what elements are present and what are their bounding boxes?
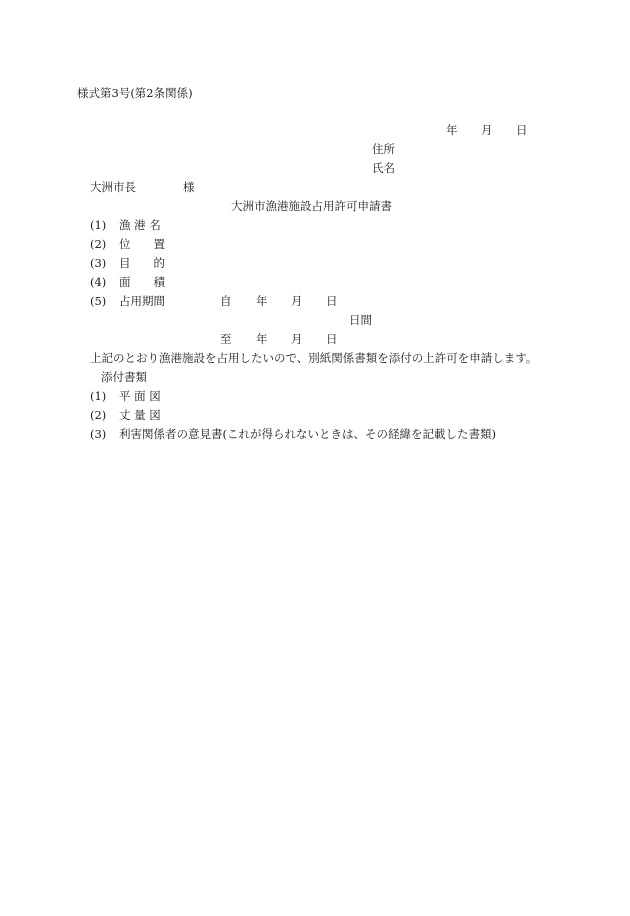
- attachment-plan-drawing: 平 面 図: [119, 389, 161, 403]
- item-number: (1): [90, 218, 107, 232]
- item-number: (2): [90, 237, 107, 251]
- item-number: (4): [90, 275, 107, 289]
- period-from-label: 自: [220, 294, 232, 308]
- addressee-mayor: 大洲市長: [90, 180, 136, 194]
- item-label-location: 位 置: [119, 237, 165, 251]
- name-label: 氏名: [372, 161, 395, 175]
- attachment-survey-drawing: 丈 量 図: [119, 408, 161, 422]
- attachment-number: (2): [90, 408, 107, 422]
- attachment-number: (3): [90, 427, 107, 441]
- attachment-stakeholder-opinion: 利害関係者の意見書(これが得られないときは、その経緯を記載した書類): [119, 427, 496, 441]
- document-title: 大洲市漁港施設占用許可申請書: [231, 199, 392, 213]
- item-label-purpose: 目 的: [119, 256, 165, 270]
- period-from-year: 年: [256, 294, 268, 308]
- period-to-month: 月: [291, 332, 303, 346]
- item-label-fishing-port: 漁 港 名: [119, 218, 161, 232]
- attachment-number: (1): [90, 389, 107, 403]
- request-statement: 上記のとおり漁港施設を占用したいので、別紙関係書類を添付の上許可を申請します。: [90, 351, 538, 365]
- address-label: 住所: [372, 142, 395, 156]
- date-day-label: 日: [516, 123, 528, 137]
- item-number: (5): [90, 294, 107, 308]
- attachments-heading: 添付書類: [101, 370, 147, 384]
- period-to-day: 日: [326, 332, 338, 346]
- item-label-occupancy-period: 占用期間: [119, 294, 165, 308]
- period-days-label: 日間: [349, 313, 372, 327]
- item-number: (3): [90, 256, 107, 270]
- period-from-month: 月: [291, 294, 303, 308]
- date-year-label: 年: [446, 123, 458, 137]
- period-to-year: 年: [256, 332, 268, 346]
- addressee-honorific: 様: [183, 180, 195, 194]
- period-from-day: 日: [326, 294, 338, 308]
- period-to-label: 至: [220, 332, 232, 346]
- date-month-label: 月: [481, 123, 493, 137]
- item-label-area: 面 積: [119, 275, 165, 289]
- form-number: 様式第3号(第2条関係): [77, 86, 193, 100]
